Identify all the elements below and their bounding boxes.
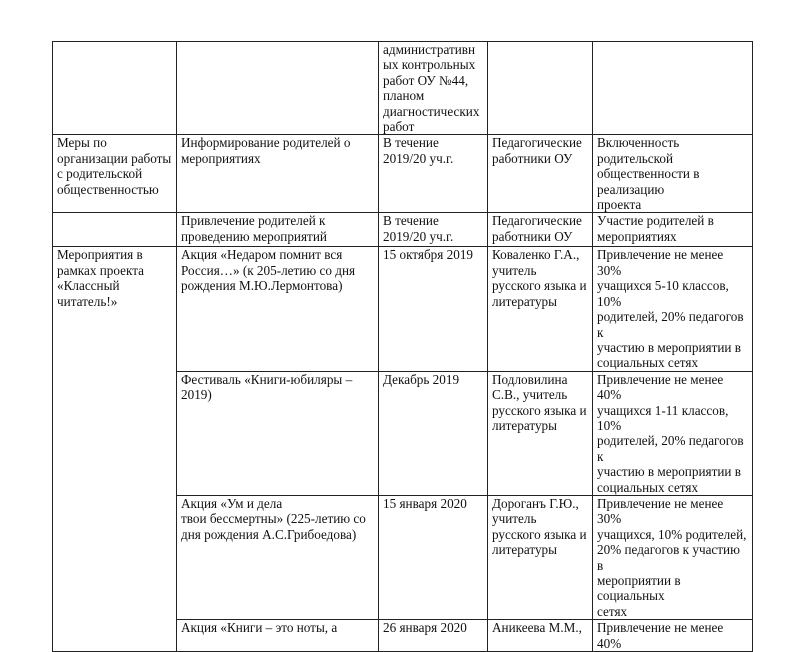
cell-activity: Привлечение родителей к проведению мероприятий [177, 213, 379, 247]
cell-result: Привлечение не менее 30% учащихся, 10% родителей, 20% педагогов к участию в мероприятии в социальных сетях [593, 495, 753, 619]
cell-date: 15 октября 2019 [379, 247, 488, 371]
cell-section [53, 42, 177, 135]
cell-responsible: Аникеева М.М., [488, 620, 593, 652]
cell-date: 15 января 2020 [379, 495, 488, 619]
cell-date: административн ых контрольных работ ОУ №44, планом диагностических работ [379, 42, 488, 135]
cell-responsible: Педагогические работники ОУ [488, 135, 593, 213]
cell-responsible: Педагогические работники ОУ [488, 213, 593, 247]
cell-result [593, 42, 753, 135]
cell-responsible [488, 42, 593, 135]
cell-activity: Акция «Книги – это ноты, а [177, 620, 379, 652]
cell-activity: Акция «Ум и дела твои бессмертны» (225-летию со дня рождения А.С.Грибоедова) [177, 495, 379, 619]
cell-section [53, 213, 177, 247]
cell-responsible: Коваленко Г.А., учитель русского языка и литературы [488, 247, 593, 371]
cell-date: Декабрь 2019 [379, 371, 488, 495]
table-row [53, 42, 753, 135]
cell-activity [177, 42, 379, 135]
cell-responsible: Дороганъ Г.Ю., учитель русского языка и литературы [488, 495, 593, 619]
cell-activity: Акция «Недаром помнит вся Россия…» (к 205-летию со дня рождения М.Ю.Лермонтова) [177, 247, 379, 371]
cell-result: Привлечение не менее 30% учащихся 5-10 классов, 10% родителей, 20% педагогов к участию в мероприятии в социальных сетях [593, 247, 753, 371]
cell-result: Привлечение не менее 40% учащихся 1-11 классов, 10% родителей, 20% педагогов к участию в мероприятии в социальных сетях [593, 371, 753, 495]
cell-result: Участие родителей в мероприятиях [593, 213, 753, 247]
table-row [53, 247, 753, 371]
plan-table [52, 41, 753, 652]
cell-result: Включенность родительской общественности в реализацию проекта [593, 135, 753, 213]
cell-result: Привлечение не менее 40% [593, 620, 753, 652]
cell-section: Мероприятия в рамках проекта «Классный читатель!» [53, 247, 177, 652]
cell-activity: Фестиваль «Книги-юбиляры – 2019) [177, 371, 379, 495]
table-row [53, 135, 753, 213]
cell-date: 26 января 2020 [379, 620, 488, 652]
cell-section: Меры по организации работы с родительской общественностью [53, 135, 177, 213]
cell-activity: Информирование родителей о мероприятиях [177, 135, 379, 213]
cell-date: В течение 2019/20 уч.г. [379, 213, 488, 247]
cell-date: В течение 2019/20 уч.г. [379, 135, 488, 213]
cell-responsible: Подловилина С.В., учитель русского языка и литературы [488, 371, 593, 495]
table-row [53, 213, 753, 247]
